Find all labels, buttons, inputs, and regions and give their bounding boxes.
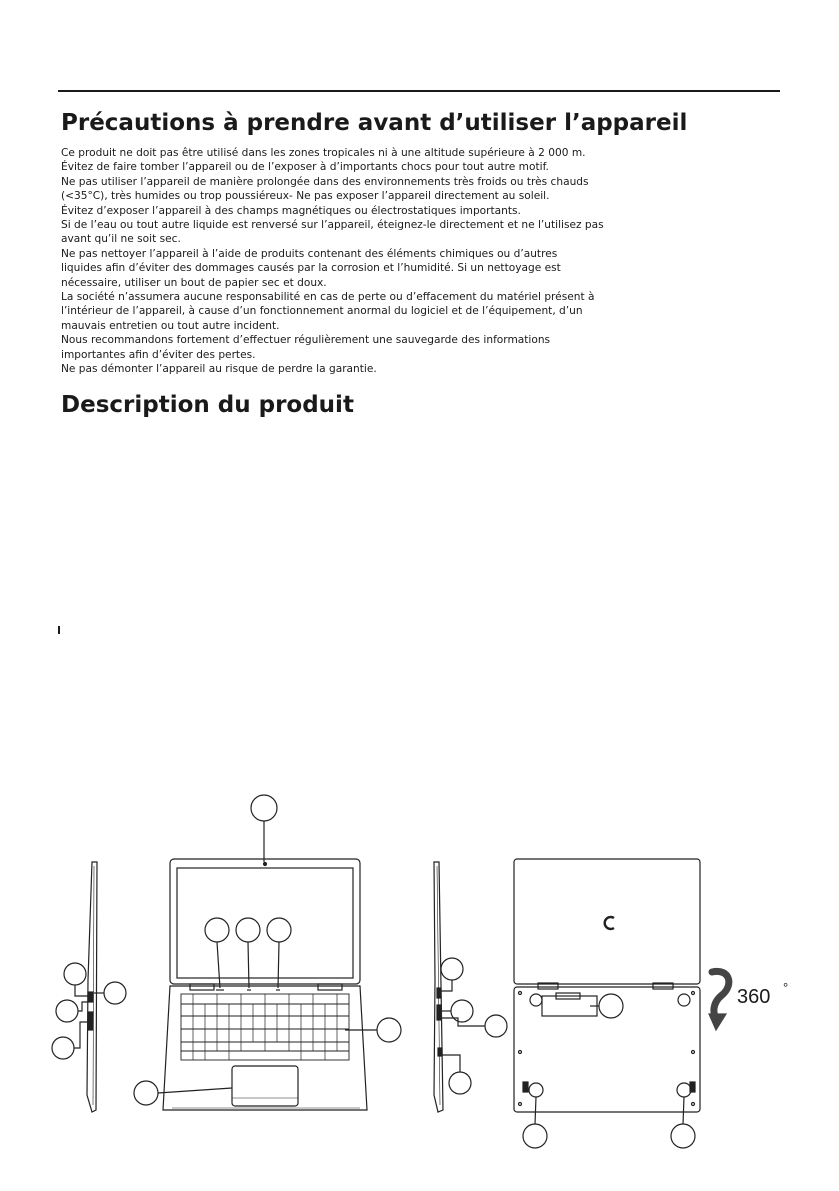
left-side-callouts bbox=[52, 963, 126, 1059]
precaution-line: Si de l’eau ou tout autre liquide est renversé sur l’appareil, éteignez-le directement et ne l’utilisez pas bbox=[61, 219, 604, 232]
right-side-profile bbox=[434, 862, 443, 1112]
product-diagram bbox=[0, 780, 839, 1180]
precaution-line: Évitez de faire tomber l’appareil ou de l’exposer à d’importants chocs pour tout autre motif. bbox=[61, 161, 549, 174]
precaution-line: Évitez d’exposer l’appareil à des champs magnétiques ou électrostatiques importants. bbox=[61, 204, 521, 217]
precautions-body bbox=[61, 146, 671, 377]
precaution-line: Ne pas démonter l’appareil au risque de perdre la garantie. bbox=[61, 363, 377, 376]
degree-symbol: ° bbox=[783, 980, 789, 995]
precaution-line: Ce produit ne doit pas être utilisé dans les zones tropicales ni à une altitude supérieure à 2 000 m. bbox=[61, 147, 586, 159]
precaution-line: avant qu’il ne soit sec. bbox=[61, 233, 181, 246]
precaution-line: La société n’assumera aucune responsabilité en cas de perte ou d’effacement du matériel présent à bbox=[61, 291, 595, 304]
margin-mark bbox=[58, 626, 60, 634]
precaution-line: liquides afin d’éviter des dommages causés par la corrosion et l’humidité. Si un nettoyage est bbox=[61, 262, 561, 275]
precaution-line: importantes afin d’éviter des pertes. bbox=[61, 348, 256, 361]
top-rule bbox=[58, 90, 780, 92]
precaution-line: (<35°C), très humides ou trop poussiéreux- Ne pas exposer l’appareil directement au soleil. bbox=[61, 190, 550, 203]
laptop-lid-back bbox=[514, 859, 700, 989]
bottom-callouts bbox=[523, 994, 695, 1148]
laptop-front bbox=[163, 859, 367, 1110]
description-heading: Description du produit bbox=[61, 392, 354, 418]
precaution-line: nécessaire, utiliser un bout de papier sec et doux. bbox=[61, 276, 327, 289]
precaution-line: l’intérieur de l’appareil, à cause d’un fonctionnement anormal du logiciel et de l’équipement, d’un bbox=[61, 305, 583, 318]
precaution-line: Ne pas utiliser l’appareil de manière prolongée dans des environnements très froids ou très chauds bbox=[61, 175, 589, 188]
precaution-line: Nous recommandons fortement d’effectuer régulièrement une sauvegarde des informations bbox=[61, 334, 551, 347]
front-callouts bbox=[134, 795, 401, 1105]
precautions-heading: Précautions à prendre avant d’utiliser l’appareil bbox=[61, 110, 688, 136]
precaution-line: mauvais entretien ou tout autre incident. bbox=[61, 319, 280, 332]
right-side-callouts bbox=[441, 958, 507, 1094]
laptop-bottom bbox=[514, 987, 700, 1112]
left-side-profile bbox=[87, 862, 97, 1112]
rotation-arrow-icon bbox=[709, 971, 729, 1030]
precaution-line: Ne pas nettoyer l’appareil à l’aide de produits contenant des éléments chimiques ou d’autres bbox=[61, 247, 558, 260]
rotation-label: 360 bbox=[737, 986, 771, 1008]
